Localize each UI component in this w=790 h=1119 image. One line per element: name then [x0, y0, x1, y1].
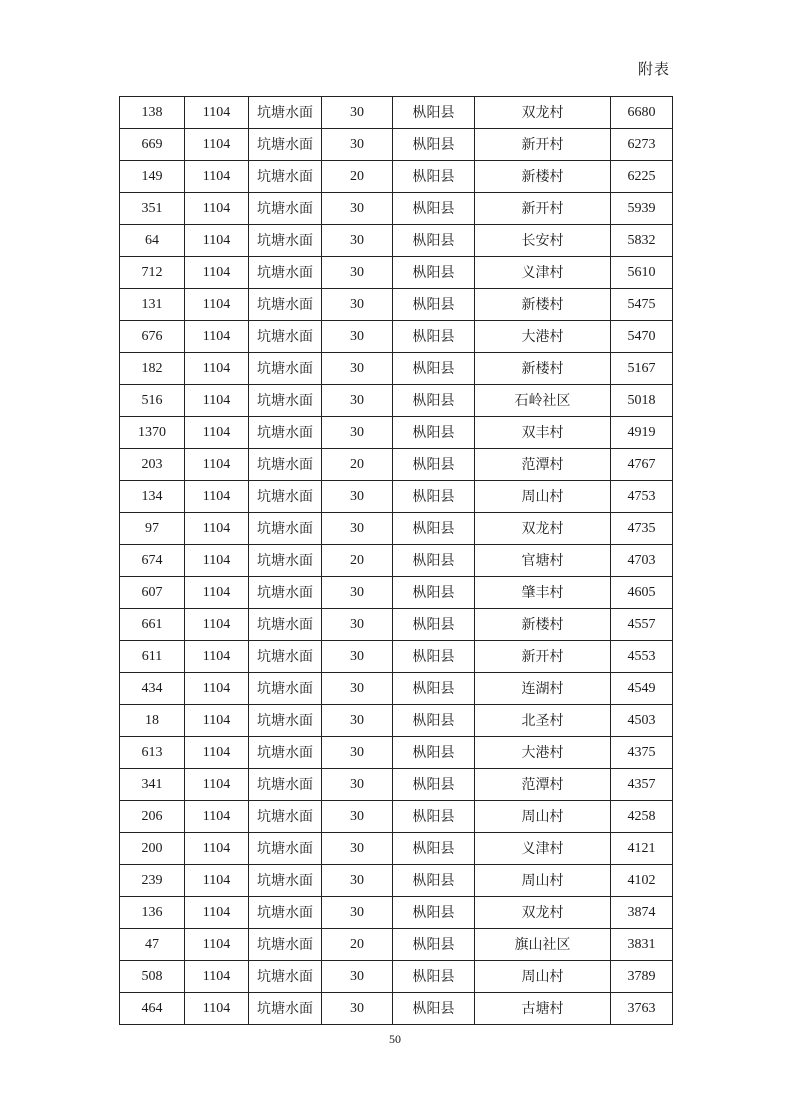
cell-county: 枞阳县: [393, 577, 475, 609]
cell-id: 341: [120, 769, 185, 801]
cell-code: 1104: [185, 545, 249, 577]
cell-area: 3874: [611, 897, 673, 929]
cell-land-type: 坑塘水面: [249, 609, 322, 641]
cell-level: 30: [322, 641, 393, 673]
table-row: [120, 609, 673, 641]
table-row: [120, 705, 673, 737]
cell-area: 5167: [611, 353, 673, 385]
cell-area: 4357: [611, 769, 673, 801]
cell-village: 官塘村: [475, 545, 611, 577]
cell-land-type: 坑塘水面: [249, 481, 322, 513]
cell-level: 30: [322, 609, 393, 641]
cell-id: 18: [120, 705, 185, 737]
cell-id: 613: [120, 737, 185, 769]
cell-level: 20: [322, 161, 393, 193]
cell-land-type: 坑塘水面: [249, 545, 322, 577]
cell-id: 47: [120, 929, 185, 961]
cell-code: 1104: [185, 737, 249, 769]
cell-area: 6225: [611, 161, 673, 193]
table-row: [120, 481, 673, 513]
cell-code: 1104: [185, 257, 249, 289]
cell-area: 4553: [611, 641, 673, 673]
cell-level: 20: [322, 929, 393, 961]
cell-village: 双龙村: [475, 513, 611, 545]
table-row: [120, 577, 673, 609]
cell-land-type: 坑塘水面: [249, 257, 322, 289]
cell-id: 206: [120, 801, 185, 833]
cell-county: 枞阳县: [393, 385, 475, 417]
cell-level: 30: [322, 321, 393, 353]
cell-level: 30: [322, 769, 393, 801]
cell-county: 枞阳县: [393, 769, 475, 801]
cell-village: 新开村: [475, 129, 611, 161]
cell-village: 石岭社区: [475, 385, 611, 417]
cell-level: 30: [322, 865, 393, 897]
cell-county: 枞阳县: [393, 193, 475, 225]
cell-code: 1104: [185, 673, 249, 705]
table-row: [120, 801, 673, 833]
cell-village: 新开村: [475, 193, 611, 225]
cell-level: 30: [322, 97, 393, 129]
cell-id: 64: [120, 225, 185, 257]
cell-area: 4121: [611, 833, 673, 865]
cell-id: 712: [120, 257, 185, 289]
cell-code: 1104: [185, 385, 249, 417]
cell-land-type: 坑塘水面: [249, 225, 322, 257]
table-row: [120, 769, 673, 801]
cell-land-type: 坑塘水面: [249, 673, 322, 705]
cell-county: 枞阳县: [393, 801, 475, 833]
cell-level: 30: [322, 289, 393, 321]
cell-village: 双龙村: [475, 897, 611, 929]
cell-land-type: 坑塘水面: [249, 577, 322, 609]
cell-land-type: 坑塘水面: [249, 193, 322, 225]
cell-code: 1104: [185, 993, 249, 1025]
cell-level: 30: [322, 385, 393, 417]
cell-area: 4258: [611, 801, 673, 833]
cell-land-type: 坑塘水面: [249, 769, 322, 801]
cell-id: 351: [120, 193, 185, 225]
table-row: [120, 865, 673, 897]
cell-level: 30: [322, 353, 393, 385]
appendix-label: 附表: [637, 60, 670, 78]
cell-code: 1104: [185, 865, 249, 897]
cell-code: 1104: [185, 577, 249, 609]
cell-id: 1370: [120, 417, 185, 449]
cell-id: 149: [120, 161, 185, 193]
cell-level: 30: [322, 257, 393, 289]
cell-land-type: 坑塘水面: [249, 897, 322, 929]
cell-village: 新楼村: [475, 289, 611, 321]
cell-area: 5470: [611, 321, 673, 353]
cell-id: 134: [120, 481, 185, 513]
cell-county: 枞阳县: [393, 961, 475, 993]
cell-level: 30: [322, 897, 393, 929]
cell-county: 枞阳县: [393, 865, 475, 897]
cell-land-type: 坑塘水面: [249, 961, 322, 993]
cell-code: 1104: [185, 161, 249, 193]
cell-area: 6680: [611, 97, 673, 129]
cell-id: 131: [120, 289, 185, 321]
table-row: [120, 641, 673, 673]
cell-land-type: 坑塘水面: [249, 449, 322, 481]
table-row: [120, 385, 673, 417]
cell-area: 4753: [611, 481, 673, 513]
cell-code: 1104: [185, 705, 249, 737]
cell-village: 大港村: [475, 737, 611, 769]
cell-village: 周山村: [475, 865, 611, 897]
cell-village: 新楼村: [475, 609, 611, 641]
cell-code: 1104: [185, 321, 249, 353]
cell-code: 1104: [185, 97, 249, 129]
cell-code: 1104: [185, 225, 249, 257]
data-table: [119, 96, 673, 1025]
cell-village: 范潭村: [475, 769, 611, 801]
cell-village: 范潭村: [475, 449, 611, 481]
cell-county: 枞阳县: [393, 257, 475, 289]
cell-land-type: 坑塘水面: [249, 321, 322, 353]
table-row: [120, 833, 673, 865]
cell-village: 肇丰村: [475, 577, 611, 609]
cell-county: 枞阳县: [393, 129, 475, 161]
cell-level: 30: [322, 993, 393, 1025]
cell-land-type: 坑塘水面: [249, 97, 322, 129]
cell-county: 枞阳县: [393, 161, 475, 193]
cell-village: 北圣村: [475, 705, 611, 737]
cell-code: 1104: [185, 609, 249, 641]
cell-county: 枞阳县: [393, 897, 475, 929]
cell-village: 长安村: [475, 225, 611, 257]
cell-land-type: 坑塘水面: [249, 513, 322, 545]
cell-level: 30: [322, 833, 393, 865]
cell-code: 1104: [185, 353, 249, 385]
cell-level: 30: [322, 481, 393, 513]
cell-area: 4375: [611, 737, 673, 769]
cell-code: 1104: [185, 481, 249, 513]
table-row: [120, 257, 673, 289]
cell-level: 30: [322, 577, 393, 609]
cell-land-type: 坑塘水面: [249, 129, 322, 161]
cell-village: 连湖村: [475, 673, 611, 705]
table-row: [120, 449, 673, 481]
table-row: [120, 961, 673, 993]
cell-level: 30: [322, 513, 393, 545]
cell-county: 枞阳县: [393, 353, 475, 385]
table-row: [120, 993, 673, 1025]
table-row: [120, 737, 673, 769]
cell-village: 周山村: [475, 961, 611, 993]
cell-village: 新楼村: [475, 353, 611, 385]
cell-id: 434: [120, 673, 185, 705]
cell-land-type: 坑塘水面: [249, 289, 322, 321]
cell-village: 新楼村: [475, 161, 611, 193]
cell-land-type: 坑塘水面: [249, 161, 322, 193]
cell-id: 611: [120, 641, 185, 673]
cell-id: 182: [120, 353, 185, 385]
cell-code: 1104: [185, 193, 249, 225]
cell-id: 674: [120, 545, 185, 577]
cell-county: 枞阳县: [393, 449, 475, 481]
cell-county: 枞阳县: [393, 737, 475, 769]
cell-code: 1104: [185, 129, 249, 161]
table-row: [120, 353, 673, 385]
cell-code: 1104: [185, 449, 249, 481]
table-row: [120, 513, 673, 545]
cell-id: 607: [120, 577, 185, 609]
cell-county: 枞阳县: [393, 225, 475, 257]
table-row: [120, 545, 673, 577]
cell-county: 枞阳县: [393, 929, 475, 961]
cell-code: 1104: [185, 801, 249, 833]
cell-county: 枞阳县: [393, 545, 475, 577]
cell-area: 4102: [611, 865, 673, 897]
cell-area: 4557: [611, 609, 673, 641]
cell-village: 新开村: [475, 641, 611, 673]
table-row: [120, 97, 673, 129]
cell-level: 30: [322, 961, 393, 993]
cell-land-type: 坑塘水面: [249, 417, 322, 449]
table-body: [120, 97, 673, 1025]
cell-village: 周山村: [475, 801, 611, 833]
cell-area: 4735: [611, 513, 673, 545]
cell-id: 239: [120, 865, 185, 897]
cell-area: 4919: [611, 417, 673, 449]
cell-id: 661: [120, 609, 185, 641]
cell-level: 30: [322, 737, 393, 769]
table-row: [120, 929, 673, 961]
cell-code: 1104: [185, 769, 249, 801]
cell-code: 1104: [185, 833, 249, 865]
cell-village: 双龙村: [475, 97, 611, 129]
cell-land-type: 坑塘水面: [249, 641, 322, 673]
cell-county: 枞阳县: [393, 97, 475, 129]
cell-area: 4549: [611, 673, 673, 705]
cell-village: 义津村: [475, 257, 611, 289]
cell-area: 4703: [611, 545, 673, 577]
cell-area: 3831: [611, 929, 673, 961]
cell-area: 4767: [611, 449, 673, 481]
table-row: [120, 897, 673, 929]
cell-land-type: 坑塘水面: [249, 705, 322, 737]
cell-level: 20: [322, 545, 393, 577]
cell-id: 138: [120, 97, 185, 129]
cell-land-type: 坑塘水面: [249, 737, 322, 769]
cell-county: 枞阳县: [393, 321, 475, 353]
cell-area: 3763: [611, 993, 673, 1025]
cell-area: 6273: [611, 129, 673, 161]
cell-county: 枞阳县: [393, 705, 475, 737]
cell-id: 203: [120, 449, 185, 481]
table-row: [120, 225, 673, 257]
cell-code: 1104: [185, 289, 249, 321]
table-row: [120, 193, 673, 225]
cell-area: 5018: [611, 385, 673, 417]
cell-id: 508: [120, 961, 185, 993]
cell-county: 枞阳县: [393, 641, 475, 673]
cell-level: 30: [322, 673, 393, 705]
cell-county: 枞阳县: [393, 833, 475, 865]
cell-code: 1104: [185, 417, 249, 449]
cell-code: 1104: [185, 929, 249, 961]
cell-area: 4503: [611, 705, 673, 737]
cell-county: 枞阳县: [393, 417, 475, 449]
page-number: 50: [389, 1032, 401, 1046]
cell-area: 5610: [611, 257, 673, 289]
cell-county: 枞阳县: [393, 993, 475, 1025]
cell-id: 97: [120, 513, 185, 545]
cell-area: 3789: [611, 961, 673, 993]
cell-village: 旗山社区: [475, 929, 611, 961]
cell-level: 30: [322, 801, 393, 833]
cell-level: 30: [322, 225, 393, 257]
table-row: [120, 161, 673, 193]
cell-land-type: 坑塘水面: [249, 833, 322, 865]
cell-area: 5832: [611, 225, 673, 257]
cell-area: 5939: [611, 193, 673, 225]
cell-code: 1104: [185, 961, 249, 993]
cell-land-type: 坑塘水面: [249, 353, 322, 385]
cell-village: 古塘村: [475, 993, 611, 1025]
cell-id: 136: [120, 897, 185, 929]
cell-id: 676: [120, 321, 185, 353]
cell-county: 枞阳县: [393, 481, 475, 513]
cell-id: 669: [120, 129, 185, 161]
cell-village: 双丰村: [475, 417, 611, 449]
cell-area: 5475: [611, 289, 673, 321]
cell-area: 4605: [611, 577, 673, 609]
cell-id: 200: [120, 833, 185, 865]
cell-county: 枞阳县: [393, 673, 475, 705]
cell-village: 大港村: [475, 321, 611, 353]
cell-id: 464: [120, 993, 185, 1025]
cell-land-type: 坑塘水面: [249, 801, 322, 833]
cell-level: 20: [322, 449, 393, 481]
cell-village: 周山村: [475, 481, 611, 513]
cell-land-type: 坑塘水面: [249, 865, 322, 897]
table-row: [120, 129, 673, 161]
cell-code: 1104: [185, 897, 249, 929]
table-row: [120, 673, 673, 705]
table-row: [120, 417, 673, 449]
table-row: [120, 321, 673, 353]
cell-land-type: 坑塘水面: [249, 929, 322, 961]
cell-level: 30: [322, 129, 393, 161]
cell-county: 枞阳县: [393, 609, 475, 641]
cell-code: 1104: [185, 641, 249, 673]
cell-code: 1104: [185, 513, 249, 545]
cell-id: 516: [120, 385, 185, 417]
cell-level: 30: [322, 705, 393, 737]
cell-county: 枞阳县: [393, 513, 475, 545]
cell-village: 义津村: [475, 833, 611, 865]
cell-land-type: 坑塘水面: [249, 993, 322, 1025]
cell-level: 30: [322, 417, 393, 449]
cell-land-type: 坑塘水面: [249, 385, 322, 417]
cell-level: 30: [322, 193, 393, 225]
table-row: [120, 289, 673, 321]
cell-county: 枞阳县: [393, 289, 475, 321]
